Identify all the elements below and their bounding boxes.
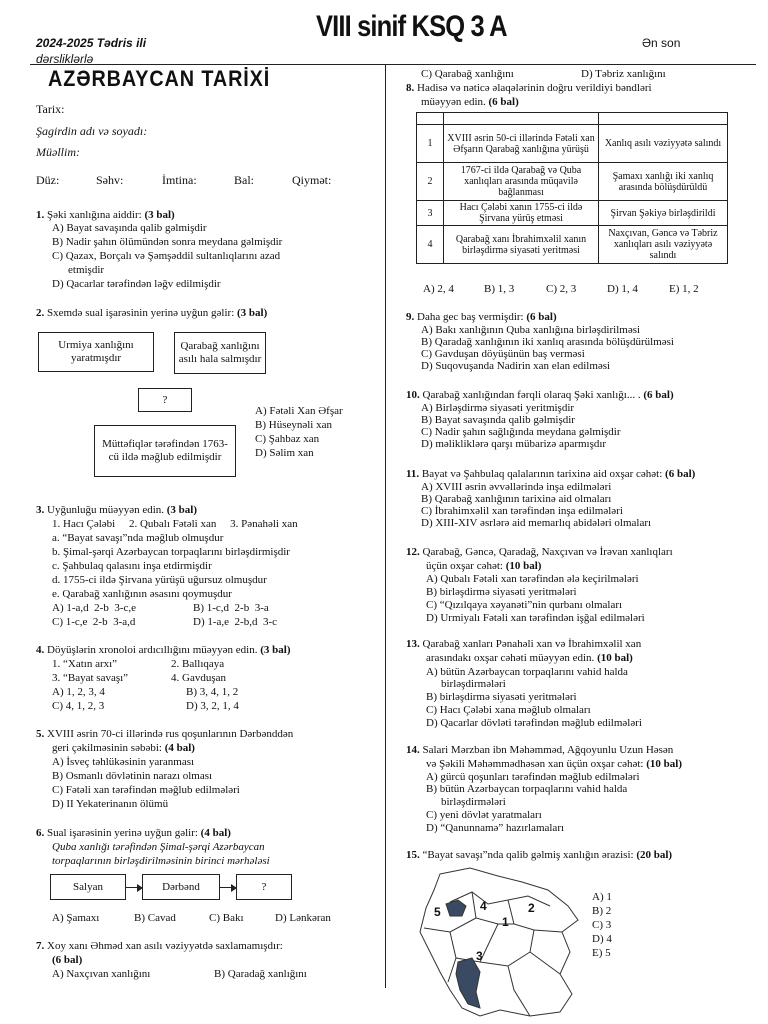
flow-box-question: ?	[236, 874, 292, 900]
question-text: “Bayat savaşı”nda qalib gəlmiş xanlığın ərazisi:	[422, 849, 634, 861]
question-number: 14.	[406, 744, 420, 756]
q12-option-d[interactable]: D) Urmiyalı Fətəli xan tərəfindən işğal edilmələri	[426, 612, 645, 624]
q6-option-a[interactable]: A) Şamaxı	[52, 912, 100, 924]
question-text: Şəki xanlığına aiddir:	[47, 209, 142, 221]
q13-option-c[interactable]: C) Hacı Çələbi xana məğlub olmaları	[426, 704, 591, 716]
row-result: Xanlıq asılı vəziyyətə salındı	[599, 125, 728, 163]
question-points: (4 bal)	[164, 742, 195, 754]
question-9	[406, 311, 557, 324]
q13-option-d[interactable]: D) Qacarlar dövləti tərəfindən məğlub edilmələri	[426, 717, 642, 729]
question-number: 10.	[406, 389, 420, 401]
q12-option-c[interactable]: C) “Qızılqaya xəyanəti”nin qurbanı olmaları	[426, 599, 623, 611]
question-text: müəyyən edin.	[421, 96, 486, 108]
question-text: və Şəkili Məhəmmədhəsən xan üçün oxşar cəhət:	[426, 758, 644, 770]
q3-item-a: a. “Bayat savaşı”nda məğlub olmuşdur	[52, 532, 224, 544]
question-number: 9.	[406, 311, 415, 323]
score-skip-label: İmtina:	[162, 173, 197, 187]
row-number: 1	[417, 125, 444, 163]
question-number: 8.	[406, 82, 415, 94]
row-event: 1767-ci ildə Qarabağ və Quba xanlıqları arasında müqavilə bağlanması	[444, 163, 599, 201]
q12-option-b[interactable]: B) birləşdirmə siyasəti yeritmələri	[426, 586, 577, 598]
q3-item-e: e. Qarabağ xanlığının əsasını qoymuşdur	[52, 588, 232, 600]
q1-option-c[interactable]: C) Qazax, Borçalı və Şəmşəddil sultanlıqlarını azad	[52, 250, 281, 262]
header-subtitle: dərsliklərlə	[36, 52, 94, 66]
student-label: Şagirdin adı və soyadı:	[36, 124, 148, 138]
question-points: (10 bal)	[597, 652, 633, 664]
q4-item-1: 1. “Xatın arxı”	[52, 658, 118, 670]
q13-option-a-cont: birləşdirmələri	[441, 678, 506, 690]
question-7-points: (6 bal)	[52, 954, 83, 966]
scheme-box-1: Urmiya xanlığını yaratmışdır	[38, 332, 154, 372]
question-points: (10 bal)	[646, 758, 682, 770]
q9-option-a[interactable]: A) Bakı xanlığının Quba xanlığına birləşdirilməsi	[421, 324, 641, 336]
q3-columns: 1. Hacı Çələbi 2. Qubalı Fətəli xan 3. Pənahəli xan	[52, 518, 298, 530]
q14-option-c[interactable]: C) yeni dövlət yaratmaları	[426, 809, 542, 821]
flow-arrow-1	[126, 887, 142, 888]
question-text: Sxemdə sual işarəsinin yerinə uyğun gəlir:	[47, 307, 235, 319]
question-text: Bayat və Şahbulaq qalalarının tarixinə aid oxşar cəhət:	[421, 468, 663, 480]
scheme-box-question: ?	[138, 388, 192, 412]
question-1	[36, 209, 175, 222]
q5-option-d[interactable]: D) II Yekaterinanın ölümü	[52, 798, 169, 810]
q3-item-c: c. Şahbulaq qalasını inşa etdirmişdir	[52, 560, 212, 572]
question-5-line2	[52, 742, 195, 755]
q7-option-d[interactable]: D) Təbriz xanlığını	[581, 68, 666, 80]
q1-option-a[interactable]: A) Bayat savaşında qalib gəlmişdir	[52, 222, 207, 234]
q2-option-b[interactable]: B) Hüseynəli xan	[255, 419, 332, 431]
q11-option-c[interactable]: C) İbrahimxəlil xan tərəfindən inşa edilmələri	[421, 505, 623, 517]
flow-arrow-2	[220, 887, 236, 888]
q9-option-c[interactable]: C) Gavduşan döyüşünün baş verməsi	[421, 348, 585, 360]
q2-option-c[interactable]: C) Şahbaz xan	[255, 433, 320, 445]
q5-option-c[interactable]: C) Fətəli xan tərəfindən məğlub edilmələri	[52, 784, 240, 796]
q2-option-d[interactable]: D) Səlim xan	[255, 447, 314, 459]
question-3	[36, 504, 197, 517]
q9-option-d[interactable]: D) Suqovuşanda Nadirin xan elan edilməsi	[421, 360, 611, 372]
header-divider	[30, 64, 756, 65]
question-text: Uyğunluğu müəyyən edin.	[47, 504, 165, 516]
score-grade-label: Qiymət:	[292, 173, 332, 187]
q3-option-d[interactable]: D) 1-a,e 2-b,d 3-c	[193, 616, 277, 628]
q3-option-b[interactable]: B) 1-c,d 2-b 3-a	[193, 602, 269, 614]
question-2	[36, 307, 267, 320]
q4-option-a[interactable]: A) 1, 2, 3, 4	[52, 686, 105, 698]
q13-option-a[interactable]: A) bütün Azərbaycan torpaqlarını vahid halda	[426, 666, 628, 678]
khanates-map	[410, 862, 586, 1022]
row-event: Hacı Çələbi xanın 1755-ci ildə Şirvana yürüş etməsi	[444, 201, 599, 226]
q4-item-4: 4. Gavduşan	[171, 672, 226, 684]
q13-option-b[interactable]: B) birləşdirmə siyasəti yeritmələri	[426, 691, 577, 703]
q6-option-c[interactable]: C) Bakı	[209, 912, 244, 924]
q15-option-c[interactable]: C) 3	[592, 919, 612, 931]
q10-option-a[interactable]: A) Birləşdirmə siyasəti yeritmişdir	[421, 402, 575, 414]
q8-option-e[interactable]: E) 1, 2	[669, 283, 699, 295]
q11-option-d[interactable]: D) XIII-XIV əsrlərə aid memarlıq abidələri olmaları	[421, 517, 652, 529]
question-11	[406, 468, 695, 481]
row-number: 4	[417, 226, 444, 264]
question-number: 12.	[406, 546, 420, 558]
question-15	[406, 849, 672, 862]
question-5	[36, 728, 293, 741]
table-row	[417, 163, 728, 201]
question-6	[36, 827, 231, 840]
row-event: XVIII əsrin 50-ci illərində Fətəli xan Əfşarın Qarabağ xanlığına yürüşü	[444, 125, 599, 163]
q15-option-e[interactable]: E) 5	[592, 947, 611, 959]
q10-option-b[interactable]: B) Bayat savaşında qalib gəlmişdir	[421, 414, 575, 426]
q6-option-b[interactable]: B) Cavad	[134, 912, 176, 924]
question-14-line2	[426, 758, 682, 771]
scheme-box-2: Qarabağ xanlığını asılı hala salmışdır	[174, 332, 266, 374]
q8-option-c[interactable]: C) 2, 3	[546, 283, 577, 295]
score-correct-label: Düz:	[36, 173, 60, 187]
question-points: (4 bal)	[200, 827, 231, 839]
header-right-note: Ən son	[642, 36, 681, 50]
question-number: 7.	[36, 940, 45, 952]
question-text: Qarabağ xanları Pənahəli xan və İbrahimxəlil xan	[422, 638, 642, 650]
school-year: 2024-2025 Tədris ili	[36, 36, 147, 50]
q10-option-c[interactable]: C) Nadir şahın sağlığında meydana gəlmişdir	[421, 426, 621, 438]
question-number: 1.	[36, 209, 45, 221]
scheme-box-4: Müttəfiqlər tərəfindən 1763-cü ildə məğlub edilmişdir	[94, 425, 236, 477]
score-points-label: Bal:	[234, 173, 254, 187]
question-points: (6 bal)	[526, 311, 557, 323]
q7-option-c[interactable]: C) Qarabağ xanlığını	[421, 68, 514, 80]
event-result-table	[416, 112, 728, 264]
row-event: Qarabağ xanı İbrahimxəlil xanın birləşdirmə siyasəti yeritməsi	[444, 226, 599, 264]
q8-option-b[interactable]: B) 1, 3	[484, 283, 515, 295]
flow-box-1: Salyan	[50, 874, 126, 900]
q4-option-b[interactable]: B) 3, 4, 1, 2	[186, 686, 239, 698]
q3-item-d: d. 1755-ci ildə Şirvana yürüşü uğursuz olmuşdur	[52, 574, 267, 586]
question-number: 13.	[406, 638, 420, 650]
q2-option-a[interactable]: A) Fətəli Xan Əfşar	[255, 405, 343, 417]
date-label: Tarix:	[36, 102, 65, 116]
table-header-row	[417, 113, 728, 125]
question-number: 15.	[406, 849, 420, 861]
question-text: Sual işarəsinin yerinə uyğun gəlir:	[47, 827, 198, 839]
row-result: Şamaxı xanlığı iki xanlıq arasında bölüşdürüldü	[599, 163, 728, 201]
map-region-3	[456, 958, 480, 1008]
question-text: Qarabağ, Gəncə, Qaradağ, Naxçıvan və İrəvan xanlıqları	[422, 546, 673, 558]
q4-option-d[interactable]: D) 3, 2, 1, 4	[186, 700, 239, 712]
table-row	[417, 125, 728, 163]
question-points: (3 bal)	[144, 209, 175, 221]
question-7	[36, 940, 283, 953]
q14-option-d[interactable]: D) “Qanunnamə” hazırlamaları	[426, 822, 565, 834]
question-number: 11.	[406, 468, 420, 480]
question-text: XVIII əsrin 70-ci illərində rus qoşunlarının Dərbənddən	[47, 728, 294, 740]
row-result: Şirvan Şəkiyə birləşdirildi	[599, 201, 728, 226]
question-13-line2	[426, 652, 633, 665]
q4-item-2: 2. Ballıqaya	[171, 658, 225, 670]
q4-option-c[interactable]: C) 4, 1, 2, 3	[52, 700, 105, 712]
question-number: 5.	[36, 728, 45, 740]
question-text: üçün oxşar cəhət:	[426, 560, 503, 572]
question-number: 6.	[36, 827, 45, 839]
q4-item-3: 3. “Bayat savaşı”	[52, 672, 129, 684]
q3-item-b: b. Şimal-şərqi Azərbaycan torpaqlarını birləşdirmişdir	[52, 546, 290, 558]
question-8	[406, 82, 652, 95]
q9-option-b[interactable]: B) Qaradağ xanlığının iki xanlıq arasında bölüşdürülməsi	[421, 336, 674, 348]
row-result: Naxçıvan, Gəncə və Təbriz xanlıqları asılı vəziyyətə salındı	[599, 226, 728, 264]
question-points: (3 bal)	[166, 504, 198, 516]
question-text: arasındakı oxşar cəhəti müəyyən edin.	[426, 652, 595, 664]
q5-option-a[interactable]: A) İsveç təhlükəsinin yaranması	[52, 756, 195, 768]
question-points: (3 bal)	[237, 307, 268, 319]
subject-title: AZƏRBAYCAN TARİXİ	[48, 66, 271, 91]
q8-option-a[interactable]: A) 2, 4	[423, 283, 454, 295]
q6-note-2: torpaqlarının birləşdirilməsinin birinci mərhələsi	[52, 855, 270, 867]
row-number: 2	[417, 163, 444, 201]
question-8-line2	[421, 96, 519, 109]
q6-note-1: Quba xanlığı tərəfindən Şimal-şərqi Azərbaycan	[52, 841, 265, 853]
table-row	[417, 226, 728, 264]
q3-option-c[interactable]: C) 1-c,e 2-b 3-a,d	[52, 616, 136, 628]
question-text: Döyüşlərin xronoloi ardıcıllığını müəyyən edin.	[47, 644, 258, 656]
question-number: 2.	[36, 307, 45, 319]
q7-option-b[interactable]: B) Qaradağ xanlığını	[214, 968, 307, 980]
map-label-3: 3	[476, 949, 483, 963]
column-divider	[385, 64, 386, 988]
question-number: 3.	[36, 504, 45, 516]
question-text: Xoy xanı Əhməd xan asılı vəziyyətdə saxlamamışdır:	[47, 940, 283, 952]
question-points: (6 bal)	[665, 468, 696, 480]
question-text: Daha gec baş vermişdir:	[417, 311, 524, 323]
q7-option-a[interactable]: A) Naxçıvan xanlığını	[52, 968, 151, 980]
q11-option-b[interactable]: B) Qarabağ xanlığının tarixinə aid olmaları	[421, 493, 612, 505]
q15-option-b[interactable]: B) 2	[592, 905, 612, 917]
question-text: Qarabağ xanlığından fərqli olaraq Şəki xanlığı... .	[422, 389, 641, 401]
flow-box-2: Dərbənd	[142, 874, 220, 900]
q10-option-d[interactable]: D) məlikliklərə qarşı mübarizə aparmışdır	[421, 438, 607, 450]
question-text: geri çəkilməsinin səbəbi:	[52, 742, 162, 754]
q3-option-a[interactable]: A) 1-a,d 2-b 3-c,e	[52, 602, 136, 614]
question-number: 4.	[36, 644, 45, 656]
score-wrong-label: Səhv:	[96, 173, 124, 187]
table-row	[417, 201, 728, 226]
q12-option-a[interactable]: A) Qubalı Fətəli xan tərəfindən ələ keçirilmələri	[426, 573, 639, 585]
q11-option-a[interactable]: A) XVIII əsrin əvvəllərində inşa edilmələri	[421, 481, 612, 493]
q1-option-b[interactable]: B) Nadir şahın ölümündən sonra meydana gəlmişdir	[52, 236, 283, 248]
q14-option-a[interactable]: A) gürcü qoşunları tərəfindən məğlub edilmələri	[426, 771, 640, 783]
map-label-5: 5	[434, 905, 441, 919]
map-label-2: 2	[528, 901, 535, 915]
page-title: VIII sinif KSQ 3 A	[316, 10, 507, 43]
map-label-4: 4	[480, 899, 487, 913]
question-10	[406, 389, 674, 402]
question-12	[406, 546, 673, 559]
map-label-1: 1	[502, 915, 509, 929]
teacher-label: Müəllim:	[36, 145, 80, 159]
question-13	[406, 638, 641, 651]
q14-option-b-cont: birləşdirmələri	[441, 796, 506, 808]
question-text: Hadisə və nəticə əlaqələrinin doğru verildiyi bəndləri	[417, 82, 652, 94]
q8-option-d[interactable]: D) 1, 4	[607, 283, 638, 295]
q6-option-d[interactable]: D) Lənkəran	[275, 912, 331, 924]
q14-option-b[interactable]: B) bütün Azərbaycan torpaqlarını vahid halda	[426, 783, 628, 795]
question-points: (3 bal)	[260, 644, 291, 656]
row-number: 3	[417, 201, 444, 226]
q1-option-c-cont: etmişdir	[68, 264, 105, 276]
question-14	[406, 744, 673, 757]
question-points: (6 bal)	[488, 96, 519, 108]
question-points: (10 bal)	[505, 560, 542, 572]
q1-option-d[interactable]: D) Qacarlar tərəfindən ləğv edilmişdir	[52, 278, 221, 290]
question-12-line2	[426, 560, 541, 573]
map-region-5	[446, 900, 466, 916]
question-points: (6 bal)	[643, 389, 674, 401]
question-points: (20 bal)	[636, 849, 673, 861]
question-4	[36, 644, 291, 657]
question-text: Salari Mərzban ibn Məhəmməd, Ağqoyunlu Uzun Həsən	[422, 744, 674, 756]
q5-option-b[interactable]: B) Osmanlı dövlətinin narazı olması	[52, 770, 213, 782]
q15-option-d[interactable]: D) 4	[592, 933, 612, 945]
q15-option-a[interactable]: A) 1	[592, 891, 612, 903]
